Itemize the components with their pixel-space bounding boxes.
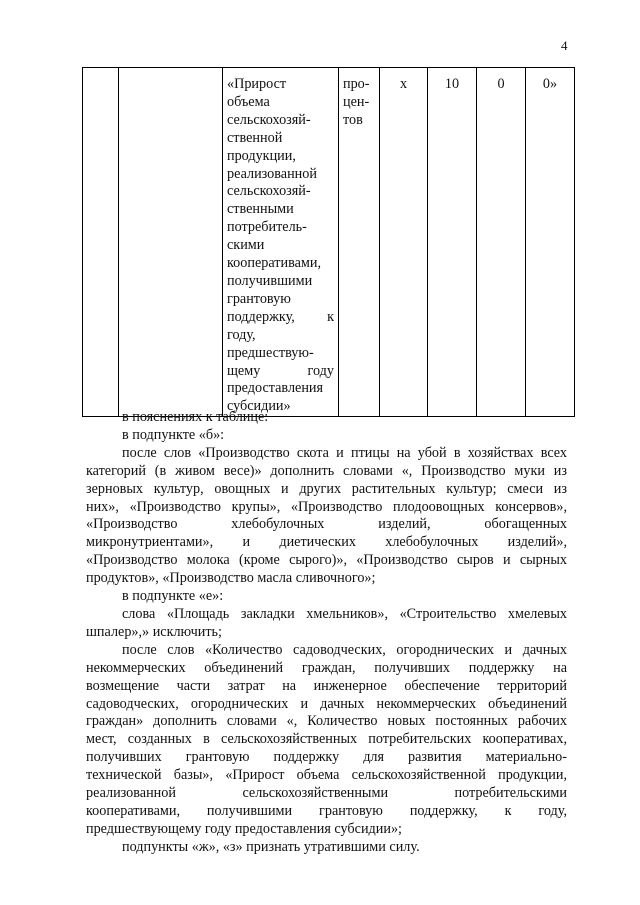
text-line: мест, созданных в сельскохозяйственных потребительских кооперативах, (86, 731, 567, 748)
text-line: микронутриентами», и диетических хлебобулочных изделий», (86, 534, 567, 551)
unit-line: тов (343, 111, 363, 128)
table-cell-unit (339, 68, 380, 417)
text-line: в подпункте «б»: (122, 426, 225, 443)
indicator-line: сельскохозяй- (227, 183, 311, 200)
text-line: «Производство хлебобулочных изделий, обогащенных (86, 516, 567, 533)
table-cell-value-2: 10 (428, 68, 477, 417)
indicator-line: объема (227, 93, 270, 110)
indicator-line: субсидии» (227, 398, 291, 415)
unit-line: цен- (343, 93, 370, 110)
text-line: после слов «Производство скота и птицы на убой в хозяйствах всех (122, 444, 567, 461)
indicator-text (227, 76, 334, 416)
amendment-table (82, 67, 575, 417)
table-cell-value-1: х (380, 68, 428, 417)
indicator-line: ственной (227, 129, 283, 146)
table-row (83, 68, 575, 417)
unit-line: про- (343, 76, 370, 92)
indicator-line: продукции, (227, 147, 296, 164)
unit-text (343, 76, 375, 130)
text-line: садоводческих, огороднических и дачных некоммерческих объединений (86, 695, 567, 712)
text-line: «Производство молока (кроме сырого)», «Производство сыров и сырных (86, 552, 567, 569)
text-line: граждан» дополнить словами «, Количество новых постоянных рабочих (86, 713, 567, 730)
table-cell-program (119, 68, 223, 417)
indicator-line: предшествую- (227, 344, 314, 361)
text-line: в подпункте «е»: (122, 588, 224, 605)
text-line: технической базы», «Прирост объема сельскохозяйственной продукции, (86, 767, 567, 784)
text-line: после слов «Количество садоводческих, огороднических и дачных (122, 641, 567, 658)
indicator-line: поддержку, к (227, 308, 334, 325)
table-cell-number (83, 68, 119, 417)
text-line: категорий (в живом весе)» дополнить словами «, Производство муки из (86, 462, 567, 479)
text-line: подпункты «ж», «з» признать утратившими силу. (122, 838, 420, 855)
indicator-line: потребитель- (227, 219, 307, 236)
page-number: 4 (561, 38, 568, 53)
text-line: кооперативами, получившими грантовую поддержку, к году, (86, 802, 567, 819)
text-line: возмещение части затрат на инженерное обеспечение территорий (86, 677, 567, 694)
amendment-body-text (86, 409, 567, 857)
indicator-line: предоставления (227, 380, 324, 397)
indicator-line: реализованной (227, 165, 317, 182)
indicator-line: щему году (227, 362, 334, 379)
table-cell-value-4: 0» (526, 68, 575, 417)
indicator-line: году, (227, 326, 256, 343)
text-line: некоммерческих объединений граждан, получивших поддержку на (86, 659, 567, 676)
indicator-line: кооперативами, (227, 255, 321, 272)
table-cell-value-3: 0 (477, 68, 526, 417)
indicator-line: «Прирост (227, 76, 287, 92)
indicator-line: получившими (227, 272, 313, 289)
text-line: продуктов», «Производство масла сливочного»; (86, 570, 376, 587)
indicator-line: ственными (227, 201, 294, 218)
text-line: слова «Площадь закладки хмельников», «Строительство хмелевых (122, 605, 567, 622)
indicator-line: скими (227, 237, 265, 254)
text-line: реализованной сельскохозяйственными потребительскими (86, 785, 567, 802)
text-line: в пояснениях к таблице: (122, 409, 269, 425)
text-line: предшествующему году предоставления субсидии»; (86, 820, 402, 837)
text-line: зерновых культур, овощных и других растительных культур; смеси из (86, 480, 567, 497)
indicator-line: сельскохозяй- (227, 111, 311, 128)
text-line: получивших грантовую поддержку для развития материально- (86, 749, 567, 766)
table-cell-indicator (223, 68, 339, 417)
indicator-line: грантовую (227, 290, 291, 307)
text-line: шпалер»,» исключить; (86, 623, 222, 640)
text-line: них», «Производство крупы», «Производство плодоовощных консервов», (86, 498, 567, 515)
